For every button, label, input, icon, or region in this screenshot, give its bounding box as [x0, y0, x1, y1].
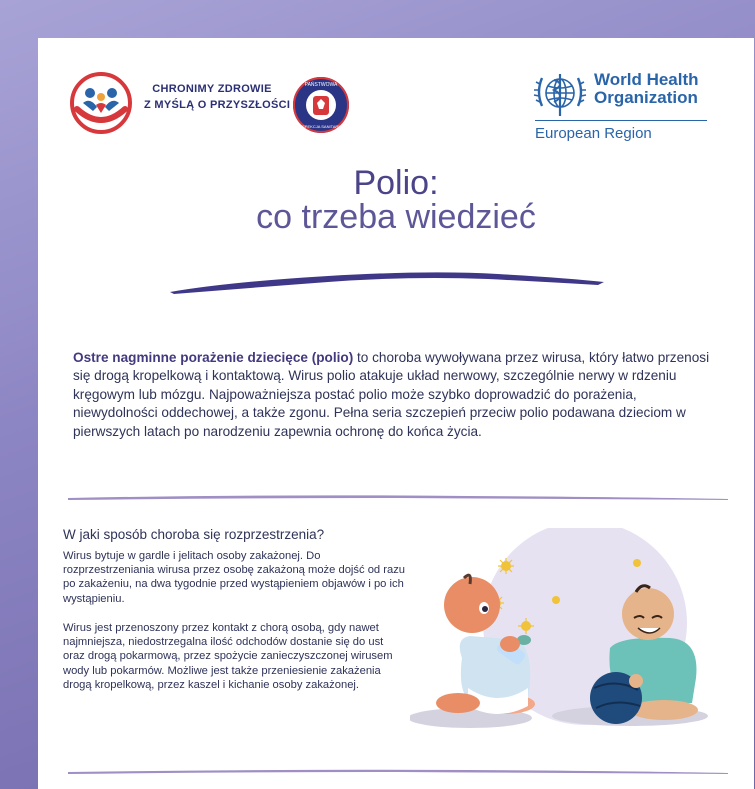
section-divider	[68, 491, 728, 503]
who-name	[594, 71, 699, 107]
title-brush-stroke	[168, 266, 608, 296]
campaign-logo	[69, 71, 133, 135]
bottom-divider	[68, 766, 728, 778]
seal-text-top: PAŃSTWOWA	[304, 82, 338, 88]
section-title: W jaki sposób choroba się rozprzestrzenia?	[63, 527, 325, 542]
campaign-line-1: CHRONIMY ZDROWIE	[152, 83, 272, 95]
section-paragraph-2: Wirus jest przenoszony przez kontakt z chorą osobą, gdy nawet najmniejsza, niedostrzegalna ilość odchodów dostanie się do ust oraz drogą pokarmową, przez spożycie zanieczyszczonej wirusem wody lub pokarmów. Możliwe jest także przeniesienie zakażenia drogą kropelkową, przez kaszel i kichanie osoby zakażonej.	[63, 622, 393, 691]
who-name-line-1: World Health	[594, 70, 699, 89]
leaflet-page	[38, 38, 754, 789]
intro-paragraph	[73, 349, 721, 441]
who-name-line-2: Organization	[594, 88, 698, 107]
campaign-line-2: Z MYŚLĄ O PRZYSZŁOŚCI	[144, 99, 291, 111]
who-divider	[535, 120, 707, 121]
section-paragraph-1: Wirus bytuje w gardle i jelitach osoby zakażonej. Do rozprzestrzeniania wirusa przez osobę zakażoną może dojść od razu po zakażeniu, na dwa tygodnie przed wystąpieniem objawów i po ich wystąpieniu.	[63, 550, 406, 605]
page-title: Polio:	[353, 164, 439, 202]
intro-bold: Ostre nagminne porażenie dziecięce (polio)	[73, 350, 354, 365]
who-region: European Region	[535, 125, 652, 142]
children-illustration	[410, 528, 730, 738]
intro-text: to choroba wywoływana przez wirusa, który łatwo przenosi się drogą kropelkową i kontaktową. Wirus polio atakuje układ nerwowy, szczególnie nerwy w rdzeniu kręgowym lub mózgu. Najpoważniejsza postać polio może szybko doprowadzić do porażenia, niewydolności oddechowej, a także zgonu. Pełna seria szczepień przeciw polio podawana dzieciom w pierwszych latach po narodzeniu zapewnia ochronę do końca życia.	[73, 350, 710, 439]
sanitary-inspection-seal	[292, 76, 350, 134]
campaign-title	[144, 81, 291, 113]
seal-text-bottom: INSPEKCJA SANITARNA	[298, 124, 344, 129]
who-emblem-icon	[530, 66, 590, 124]
page-subtitle: co trzeba wiedzieć	[256, 198, 536, 236]
